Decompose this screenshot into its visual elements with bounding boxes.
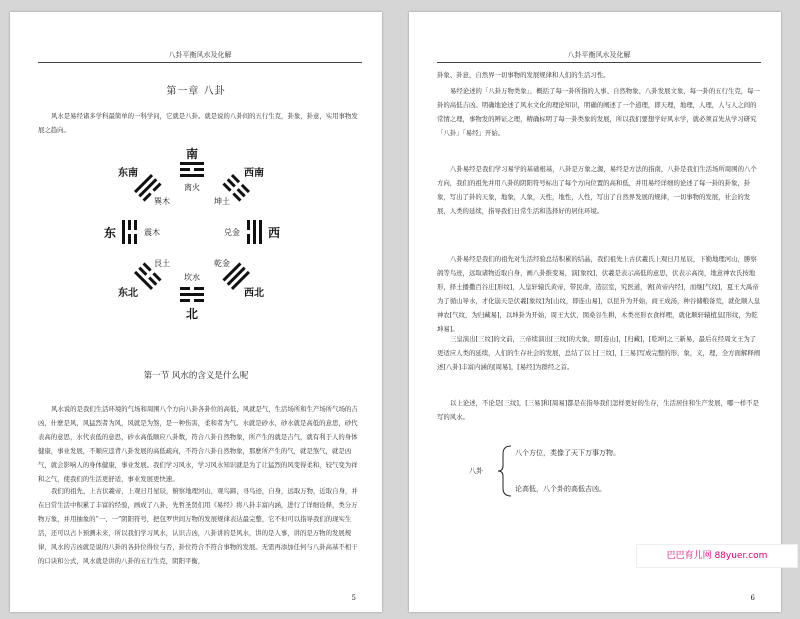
direction-southeast: 东南 (118, 168, 138, 179)
trigram-west (247, 220, 262, 244)
direction-northeast: 东北 (118, 288, 138, 299)
page-number: 5 (351, 594, 356, 602)
body-paragraph: 八卦易经是我们学习易学的基础根基，八卦是万象之源，易经是方法的指南，八卦是我们生活场所周围的八个方向，我们的祖先并用八卦的阴阳符号标出了每个方向位置的高和低，并用易经详细的论述了每一卦的卦象，卦象，写出了卦的天象，地象，人象，天性，地性，人性，写出了自然界发展的规律，一切事物的发展，社会的发展，人类的延续，指导我们日常生活和选择好的居住环境。 (437, 165, 757, 215)
running-header: 八卦平衡风水及化解 (567, 51, 631, 59)
header-rule (38, 62, 362, 63)
header-rule (437, 62, 761, 63)
body-paragraph: 卦象、卦意，自然界一切事物的发展规律和人们的生活习性。 (437, 71, 610, 79)
body-paragraph: 三皇演出[三纹]的文前，三帝续演出[三纹]的大象，即[连山]，[归藏]，[乾坤]之三新易，最后在经周文王为了更适应人类的延续，人们的生存社会的发展，总结了以上[三纹]，[三易]写成完整的形，象，义，理，全方面解释阐述[八卦]丰富内涵的[周易]，[易经]为群经之首。 (437, 335, 761, 371)
trigram-name-qian: 乾金 (214, 259, 230, 268)
intro-paragraph: 风水是易经诸多学科最简单的一科学问，它就是八卦。就是说的八卦间的五行生克，卦象，卦意，实用事物发展之趋向。 (38, 112, 358, 134)
trigram-name-gen: 艮土 (154, 259, 170, 268)
body-paragraph: 易经论述的「八卦万物类象」，概括了每一卦所指的人事、自然物象、八卦发展文象，每一卦的五行生克，每一卦的高低吉凶。明确地论述了风水文化的理论知识，明确的阐述了一个道理，即天理，地理，人理，人与人之间的常情之理，事物发的辨证之理，精确标明了每一卦类象的发展，所以我们要想学好风水学，就必须首先从学习研究「八卦」「易经」开始。 (437, 87, 760, 137)
bagua-summary (469, 444, 669, 504)
trigram-name-li: 离火 (184, 183, 200, 192)
summary-line-1: 八个方位，类像了天下万事万物。 (515, 449, 620, 457)
left-page (10, 12, 382, 612)
body-paragraph: 八卦易经是我们的祖先对生活经验总结积累的结晶，我们祖先上古伏羲氏上观日月星辰，下勤地理河山，勝察鸽等鸟迹，远取诸物近取自身，画八卦推变易，演[象纹]，伏羲是表示高低的意思，伏表示高岗，地意神农氏按地形，择土播撒百谷庄[形纹]，人皇轩辕氏黄帝，带民命，造层室，究医道，著[黄帝内经]，而继[气纹]，夏王大禹帝为了循山导水，才化崩天是伏羲[象纹]为[山纹，即连山易]，以昆升为开始，商王成汤，种谷储粮备荒，就化顺人皇神农[气纹，为归藏易]，以坤卦为开始，周王大伏，囡桑谷生耕，木类亮形衣食样哩，就化顺轩辕植皇[形纹，为乾坤易]。 (437, 255, 761, 333)
direction-west: 西 (268, 226, 281, 240)
right-page (409, 12, 781, 612)
summary-line-2: 论高低，八个卦的高低吉凶。 (515, 485, 606, 493)
trigram-name-xun: 巽木 (154, 197, 170, 206)
trigram-north (180, 287, 204, 302)
chapter-title: 第一章 八卦 (166, 86, 226, 97)
section-title: 第一节 风水的含义是什么呢 (143, 371, 249, 381)
bagua-diagram (103, 140, 281, 321)
body-paragraph: 我们的祖先，上古伏羲帝，上观日月星辰，俯察地理河山，观鸟蹄，寻鸟迹，自身，远取万物，近取自身，并在日常生活中积累了丰富的经验，画成了八卦，先哲圣贤们用《易经》将八卦丰富内涵，进行了详细诠释，类分万物万象，并用抽象的“一、一”阴阳符号，把包罗世间万物的发展规律表达最完整，它不但可以指导我们的现实生活，还可以占卜预测未来，所以我们学习风水，认识吉凶，八卦讲的是风水，讲的是人事，讲的是万物的发展规律，风水的吉凶就是说的八卦的各卦位得位与否，卦位符合不符合事物的发展。无需再添加任何与八卦高基不相干的口诀和公式，风水就是讲的八卦的五行生克，阴阳平衡， (38, 487, 358, 565)
trigram-east (122, 220, 137, 244)
direction-northwest: 西北 (244, 288, 264, 299)
direction-north: 北 (185, 307, 199, 321)
direction-east: 东 (103, 226, 116, 240)
trigram-name-kun: 坤土 (214, 197, 230, 206)
direction-south: 南 (185, 147, 199, 161)
body-paragraph: 以上论述，不论是[三纹]，[三易]和[周易]都是在指导我们怎样更好的生存，生活居住和生产发展，哪一样不是写的风水。 (437, 399, 759, 421)
trigram-name-zhen: 震木 (144, 228, 160, 237)
brace-icon (497, 444, 513, 498)
watermark: 巴巴育儿网 88yuer.com (636, 544, 798, 568)
trigram-south (180, 162, 204, 177)
trigram-name-kan: 坎水 (184, 273, 200, 282)
running-header: 八卦平衡风水及化解 (168, 51, 232, 59)
page-number: 6 (750, 594, 755, 602)
summary-term: 八卦 (469, 467, 483, 475)
body-paragraph: 风水说的是我们生活环境的气场和周围八个方向八卦各卦位的高低，风就是气，生活场所和生产场所气场的吉凶，什麽是风，风猛烈者为风，风就是为煞，是一种伤害，柔和者为气。水就是砂水，砂水就是高低的意思，砂代表高的意思，水代表低的意思，砂水高低顺应八卦数，符合八卦自然物象，所产生的就是吉气，就有利于人的身体健康，事业发展，不顺应违背八卦发展的高低疏向，不符合八卦自然物象，那麽所产生的气，就是煞气，就是凶气，就会影响人的身体健康，事业发展。我们学习风水，学习风水知识就是为了让猛烈的风变得柔和，较气变为祥和之气，使我们的生活更舒适，事业发展更快速。 (38, 405, 358, 483)
trigram-name-dui: 兑金 (224, 228, 240, 237)
direction-southwest: 西南 (244, 168, 264, 179)
